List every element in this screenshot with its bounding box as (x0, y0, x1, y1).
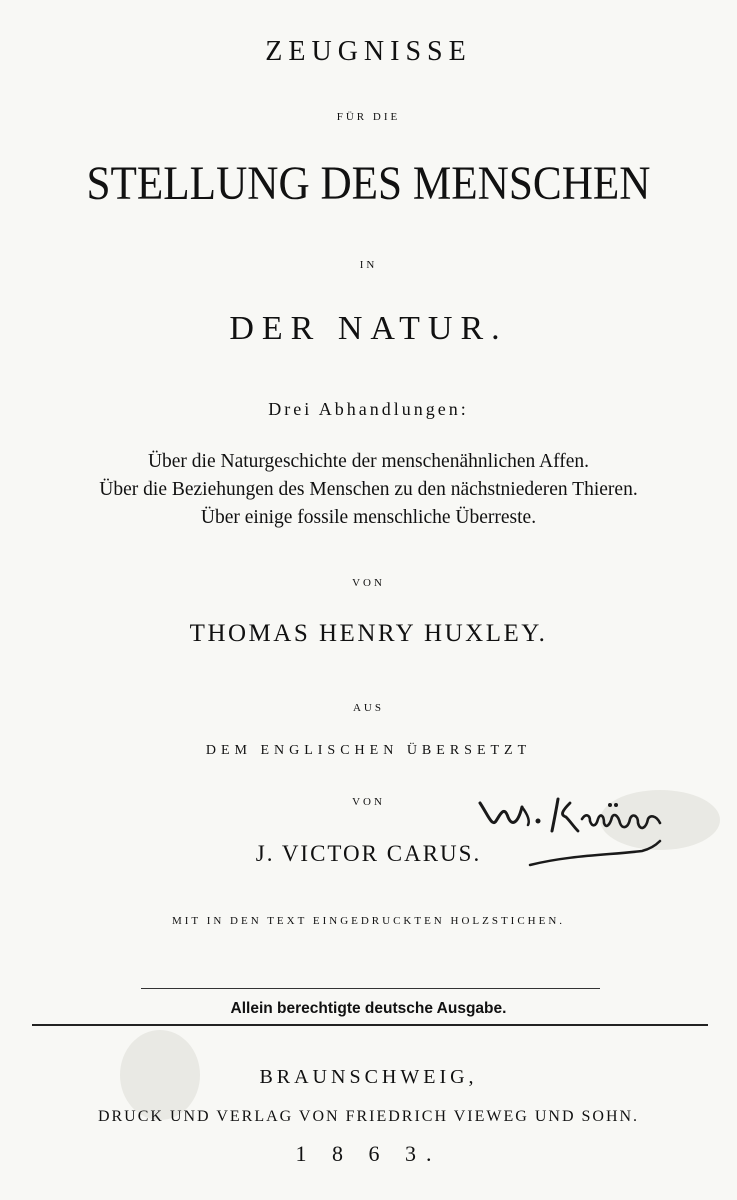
publisher-city: BRAUNSCHWEIG, (259, 1066, 478, 1088)
von-label: VON (352, 577, 385, 589)
title-der-natur: DER NATUR. (229, 310, 508, 347)
translation-note: DEM ENGLISCHEN ÜBERSETZT (205, 743, 532, 758)
publisher-name: DRUCK UND VERLAG VON FRIEDRICH VIEWEG UND SOHN. (97, 1108, 640, 1125)
author-name: THOMAS HENRY HUXLEY. (189, 620, 548, 647)
treatise-line: Über die Beziehungen des Menschen zu den nächstniederen Thieren. (99, 479, 638, 500)
divider-rule (141, 988, 600, 989)
edition-note: Allein berechtigte deutsche Ausgabe. (230, 1000, 507, 1017)
treatise-line: Über die Naturgeschichte der menschenähnlichen Affen. (147, 451, 590, 472)
publication-year: 1 8 6 3. (295, 1141, 442, 1166)
title-in: IN (359, 259, 378, 271)
handwritten-signature (470, 785, 710, 885)
title-fuer-die: FÜR DIE (336, 111, 401, 123)
illustration-note: MIT IN DEN TEXT EINGEDRUCKTEN HOLZSTICHEN. (171, 915, 566, 927)
translator-name: J. VICTOR CARUS. (255, 841, 482, 866)
treatise-line: Über einige fossile menschliche Überreste. (200, 507, 537, 528)
subtitle-drei-abhandlungen: Drei Abhandlungen: (268, 399, 469, 419)
aus-label: AUS (352, 702, 384, 714)
divider-rule (32, 1024, 708, 1026)
title-stellung-des-menschen: STELLUNG DES MENSCHEN (86, 157, 651, 210)
von-translator-label: VON (352, 796, 385, 808)
title-zeugnisse: ZEUGNISSE (265, 36, 472, 67)
